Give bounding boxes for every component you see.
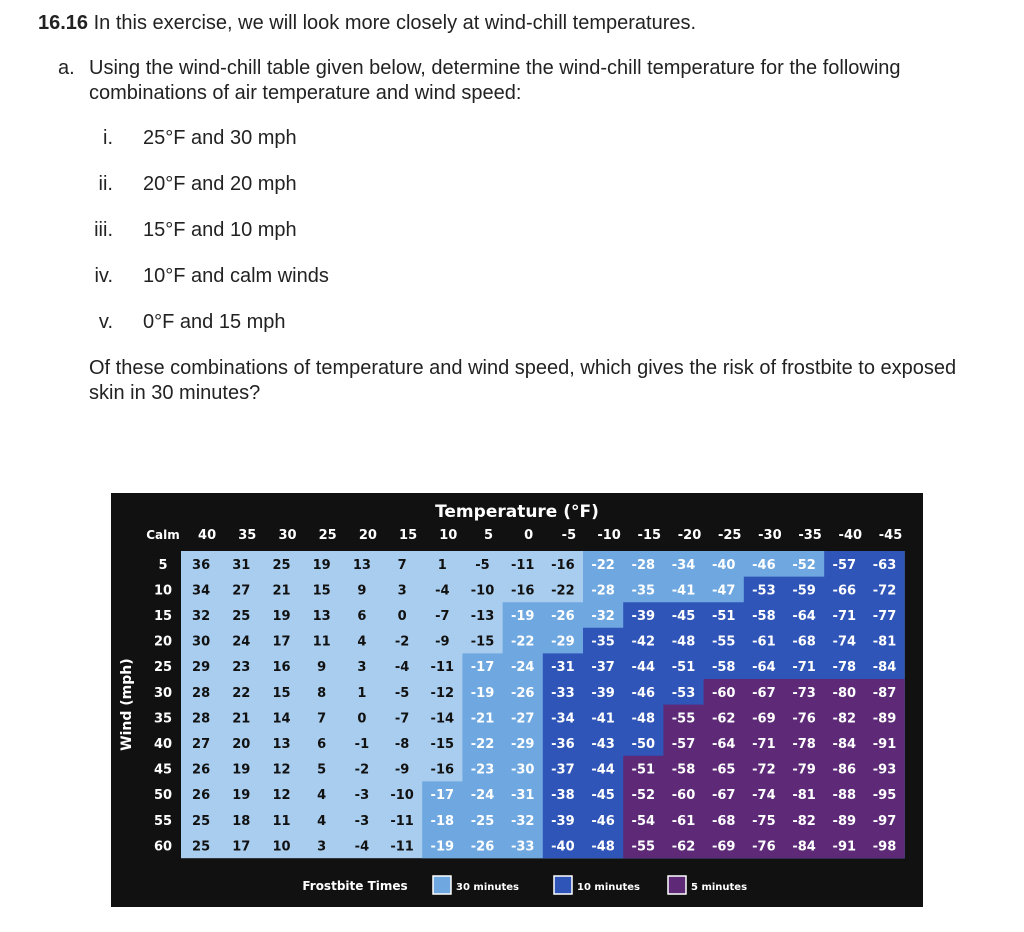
wind-chill-cell: -46 <box>752 557 776 573</box>
wind-chill-cell: -48 <box>591 839 615 855</box>
wind-chill-cell: -50 <box>631 737 656 752</box>
wind-chill-cell: 0 <box>357 711 367 727</box>
wind-chill-cell: -4 <box>394 660 410 676</box>
wind-chill-cell: -45 <box>591 788 615 804</box>
item-number: v. <box>98 311 113 333</box>
temperature-header: 35 <box>238 528 257 543</box>
wind-chill-cell: -64 <box>792 609 816 624</box>
wind-chill-cell: -4 <box>354 839 370 855</box>
temperature-header: -10 <box>597 528 621 543</box>
wind-chill-cell: -46 <box>631 685 656 701</box>
wind-chill-cell: -24 <box>470 788 495 804</box>
legend-swatch <box>433 876 451 894</box>
wind-chill-cell: -46 <box>591 813 615 829</box>
wind-speed-label: 50 <box>153 788 173 804</box>
wind-chill-cell: 23 <box>232 660 251 676</box>
wind-chill-cell: -78 <box>832 660 857 676</box>
wind-chill-cell: -63 <box>872 557 897 573</box>
temperature-header: 30 <box>278 528 297 543</box>
wind-chill-cell: 7 <box>317 711 327 727</box>
wind-chill-cell: 27 <box>232 583 251 599</box>
temperature-header: 10 <box>439 528 458 543</box>
wind-chill-cell: -39 <box>591 685 615 701</box>
wind-chill-cell: 4 <box>317 788 327 804</box>
wind-chill-cell: -51 <box>711 609 736 624</box>
wind-chill-cell: -53 <box>752 583 776 599</box>
part-a-label: a. <box>58 57 75 79</box>
wind-chill-cell: 29 <box>192 660 211 676</box>
wind-chill-cell: -97 <box>872 813 897 829</box>
wind-chill-cell: -64 <box>711 737 736 752</box>
wind-chill-cell: -13 <box>470 609 495 624</box>
wind-chill-cell: -93 <box>872 762 897 778</box>
wind-chill-cell: -84 <box>792 839 816 855</box>
wind-chill-cell: -15 <box>430 737 455 752</box>
wind-chill-cell: -57 <box>832 557 857 573</box>
wind-chill-cell: -58 <box>711 660 736 676</box>
wind-chill-cell: -68 <box>711 813 736 829</box>
wind-chill-cell: 6 <box>357 609 367 624</box>
wind-chill-cell: -9 <box>435 634 450 650</box>
temperature-header: -5 <box>561 528 577 543</box>
wind-chill-cell: -67 <box>711 788 736 804</box>
wind-chill-cell: -60 <box>711 685 736 701</box>
wind-speed-label: 10 <box>153 583 173 599</box>
wind-chill-cell: -32 <box>510 813 535 829</box>
temperature-header: -45 <box>878 528 903 543</box>
wind-chill-cell: -81 <box>792 788 816 804</box>
wind-chill-cell: -19 <box>470 685 495 701</box>
wind-chill-cell: -34 <box>551 711 575 727</box>
wind-chill-cell: -82 <box>792 813 816 829</box>
wind-chill-cell: -11 <box>390 813 414 829</box>
wind-chill-cell: 15 <box>272 685 291 701</box>
calm-label: Calm <box>146 528 180 542</box>
wind-speed-label: 35 <box>153 711 173 727</box>
wind-chill-cell: -45 <box>671 609 696 624</box>
wind-chill-cell: 6 <box>317 737 327 752</box>
wind-chill-cell: -35 <box>591 634 615 650</box>
wind-chill-cell: -17 <box>430 788 455 804</box>
legend-label: 10 minutes <box>577 882 640 893</box>
wind-chill-cell: -69 <box>711 839 736 855</box>
item-number: iii. <box>94 219 113 241</box>
legend-label: 5 minutes <box>691 882 748 893</box>
temperature-header: 25 <box>318 528 337 543</box>
wind-chill-cell: -10 <box>470 583 495 599</box>
wind-chill-cell: -44 <box>631 660 656 676</box>
wind-chill-cell: -95 <box>872 788 897 804</box>
wind-chill-cell: -25 <box>470 813 495 829</box>
wind-speed-label: 15 <box>153 609 173 624</box>
wind-chill-cell: 28 <box>192 711 211 727</box>
wind-chill-cell: 25 <box>272 557 291 573</box>
wind-chill-cell: -33 <box>551 685 575 701</box>
wind-chill-cell: 8 <box>317 685 327 701</box>
wind-chill-cell: -48 <box>671 634 696 650</box>
wind-chill-cell: 3 <box>397 583 407 599</box>
wind-chill-cell: 16 <box>272 660 291 676</box>
wind-chill-cell: 31 <box>232 557 251 573</box>
wind-chill-cell: -52 <box>792 557 816 573</box>
wind-chill-cell: -69 <box>752 711 776 727</box>
wind-chill-cell: -29 <box>510 737 535 752</box>
wind-chill-cell: -37 <box>591 660 615 676</box>
wind-chill-cell: 14 <box>272 711 291 727</box>
wind-chill-cell: -2 <box>354 762 370 778</box>
wind-chill-cell: -55 <box>671 711 696 727</box>
item-number: ii. <box>98 173 113 195</box>
wind-speed-label: 5 <box>158 557 168 573</box>
wind-chill-cell: -5 <box>394 685 410 701</box>
wind-chill-cell: -79 <box>792 762 816 778</box>
wind-chill-cell: -22 <box>591 557 615 573</box>
wind-chill-cell: -66 <box>832 583 857 599</box>
temperature-header: 20 <box>358 528 377 543</box>
wind-chill-cell: -55 <box>631 839 656 855</box>
wind-chill-cell: 1 <box>357 685 367 701</box>
wind-chill-cell: 15 <box>312 583 331 599</box>
wind-chill-cell: -17 <box>470 660 495 676</box>
temperature-header: -30 <box>758 528 782 543</box>
wind-chill-cell: -41 <box>671 583 696 599</box>
wind-chill-cell: 12 <box>272 762 291 778</box>
wind-chill-cell: -44 <box>591 762 615 778</box>
wind-chill-cell: -86 <box>832 762 857 778</box>
wind-chill-cell: -11 <box>390 839 414 855</box>
exercise-number: 16.16 <box>38 12 89 34</box>
wind-chill-cell: -87 <box>872 685 897 701</box>
wind-chill-cell: -74 <box>752 788 776 804</box>
wind-chill-cell: -31 <box>551 660 575 676</box>
wind-chill-cell: -71 <box>752 737 776 752</box>
exercise-heading <box>38 12 696 35</box>
wind-chill-cell: -78 <box>792 737 816 752</box>
wind-chill-cell: 0 <box>397 609 407 624</box>
wind-chill-cell: 26 <box>192 788 211 804</box>
wind-chill-cell: -64 <box>752 660 776 676</box>
temperature-header: -25 <box>717 528 742 543</box>
wind-chill-cell: -89 <box>832 813 857 829</box>
wind-chill-cell: -4 <box>435 583 450 599</box>
part-a-text: Using the wind-chill table given below, determine the wind-chill temperature for the following combinations of air temperature and wind speed: <box>89 57 901 104</box>
item-text: 20°F and 20 mph <box>143 173 297 195</box>
temperature-header: 0 <box>524 528 534 543</box>
wind-chill-cell: 4 <box>317 813 327 829</box>
temperature-header: -20 <box>677 528 702 543</box>
wind-chill-cell: -35 <box>631 583 656 599</box>
wind-chill-cell: 11 <box>312 634 331 650</box>
wind-speed-label: 20 <box>153 634 173 650</box>
wind-chill-cell: -38 <box>551 788 575 804</box>
temperature-header: 40 <box>198 528 217 543</box>
wind-chill-cell: -30 <box>510 762 535 778</box>
legend-swatch <box>554 876 572 894</box>
wind-chill-cell: -88 <box>832 788 857 804</box>
wind-chill-cell: -11 <box>510 557 535 573</box>
wind-chill-cell: -80 <box>832 685 857 701</box>
wind-chill-cell: 21 <box>232 711 251 727</box>
wind-chill-cell: -77 <box>872 609 897 624</box>
wind-axis-label: Wind (mph) <box>119 658 135 751</box>
wind-chill-cell: 25 <box>192 813 211 829</box>
legend-label: 30 minutes <box>456 882 519 893</box>
wind-chill-cell: -29 <box>551 634 575 650</box>
wind-chill-cell: -27 <box>510 711 535 727</box>
legend-title: Frostbite Times <box>302 879 408 893</box>
wind-chill-cell: 3 <box>357 660 367 676</box>
wind-chill-cell: 19 <box>272 609 291 624</box>
wind-chill-cell: 25 <box>232 609 251 624</box>
wind-chill-cell: -43 <box>591 737 615 752</box>
wind-chill-cell: -72 <box>752 762 776 778</box>
wind-chill-cell: -61 <box>752 634 776 650</box>
wind-chill-cell: 12 <box>272 788 291 804</box>
wind-chill-cell: -68 <box>792 634 816 650</box>
wind-speed-label: 25 <box>153 660 173 676</box>
wind-chill-cell: -26 <box>551 609 575 624</box>
wind-chill-cell: 3 <box>317 839 327 855</box>
legend-swatch <box>668 876 686 894</box>
wind-chill-cell: 13 <box>272 737 291 752</box>
wind-chill-cell: -51 <box>631 762 656 778</box>
wind-chill-cell: 24 <box>232 634 251 650</box>
wind-chill-cell: -67 <box>752 685 776 701</box>
wind-chill-cell: -37 <box>551 762 575 778</box>
wind-chill-cell: -11 <box>430 660 455 676</box>
temperature-header: -40 <box>838 528 863 543</box>
wind-chill-cell: 19 <box>312 557 331 573</box>
wind-chill-cell: -16 <box>430 762 455 778</box>
item-number: iv. <box>94 265 113 287</box>
wind-chill-cell: -60 <box>671 788 696 804</box>
wind-chill-cell: 4 <box>357 634 367 650</box>
item-text: 15°F and 10 mph <box>143 219 297 241</box>
wind-chill-cell: -22 <box>510 634 535 650</box>
wind-chill-cell: 5 <box>317 762 327 778</box>
followup-question: Of these combinations of temperature and wind speed, which gives the risk of frostbite to exposed skin in 30 minutes? <box>89 357 957 404</box>
wind-chill-cell: 13 <box>312 609 331 624</box>
wind-chill-cell: -34 <box>671 557 696 573</box>
wind-chill-cell: 32 <box>192 609 211 624</box>
wind-chill-cell: -22 <box>551 583 575 599</box>
wind-chill-cell: -23 <box>470 762 495 778</box>
wind-chill-cell: -89 <box>872 711 897 727</box>
wind-chill-cell: -61 <box>671 813 696 829</box>
wind-speed-label: 55 <box>153 813 173 829</box>
wind-chill-cell: -32 <box>591 609 615 624</box>
wind-chill-cell: -74 <box>832 634 857 650</box>
wind-chill-cell: -72 <box>872 583 897 599</box>
wind-chill-cell: -41 <box>591 711 615 727</box>
wind-chill-cell: -36 <box>551 737 575 752</box>
wind-chill-cell: -84 <box>832 737 857 752</box>
wind-chill-cell: -47 <box>711 583 736 599</box>
wind-chill-cell: -48 <box>631 711 656 727</box>
temperature-header: 5 <box>483 528 494 543</box>
temperature-header: -35 <box>798 528 822 543</box>
wind-chill-cell: -16 <box>510 583 535 599</box>
wind-chill-cell: -55 <box>711 634 736 650</box>
wind-chill-cell: -91 <box>832 839 857 855</box>
wind-chill-cell: 28 <box>192 685 211 701</box>
wind-chill-cell: 11 <box>272 813 291 829</box>
wind-chill-cell: 7 <box>397 557 407 573</box>
wind-chill-cell: -9 <box>394 762 410 778</box>
wind-chill-cell: -3 <box>354 788 370 804</box>
wind-chill-table <box>111 493 923 907</box>
wind-chill-cell: 13 <box>352 557 371 573</box>
item-text: 25°F and 30 mph <box>143 127 297 149</box>
wind-chill-cell: -14 <box>430 711 455 727</box>
wind-chill-cell: -3 <box>354 813 370 829</box>
wind-chill-cell: -84 <box>872 660 897 676</box>
wind-chill-cell: -26 <box>510 685 535 701</box>
table-title: Temperature (°F) <box>435 502 599 522</box>
wind-chill-cell: -7 <box>394 711 410 727</box>
wind-chill-cell: 22 <box>232 685 251 701</box>
wind-chill-cell: -75 <box>752 813 776 829</box>
wind-chill-cell: -33 <box>510 839 535 855</box>
wind-chill-cell: -73 <box>792 685 816 701</box>
wind-chill-cell: 1 <box>437 557 447 573</box>
wind-chill-cell: -19 <box>430 839 455 855</box>
wind-chill-cell: -39 <box>631 609 656 624</box>
wind-chill-cell: -58 <box>671 762 696 778</box>
temperature-header: 15 <box>399 528 418 543</box>
wind-chill-cell: -7 <box>435 609 450 624</box>
wind-chill-cell: 18 <box>232 813 251 829</box>
wind-chill-cell: 25 <box>192 839 211 855</box>
wind-chill-cell: -76 <box>752 839 776 855</box>
wind-chill-cell: -39 <box>551 813 575 829</box>
wind-chill-cell: 30 <box>192 634 211 650</box>
wind-speed-label: 60 <box>153 839 173 855</box>
wind-speed-label: 40 <box>153 737 173 752</box>
item-text: 10°F and calm winds <box>143 265 329 287</box>
wind-chill-cell: -52 <box>631 788 656 804</box>
wind-speed-label: 30 <box>153 685 173 701</box>
wind-chill-cell: -28 <box>631 557 656 573</box>
wind-chill-cell: 36 <box>192 557 211 573</box>
wind-chill-cell: 27 <box>192 737 211 752</box>
wind-chill-cell: -71 <box>832 609 857 624</box>
wind-chill-cell: -8 <box>394 737 410 752</box>
wind-chill-cell: 17 <box>272 634 291 650</box>
wind-chill-cell: -59 <box>792 583 816 599</box>
wind-chill-cell: -24 <box>510 660 535 676</box>
wind-chill-cell: -2 <box>394 634 410 650</box>
wind-chill-cell: -62 <box>671 839 696 855</box>
exercise-intro: In this exercise, we will look more closely at wind-chill temperatures. <box>93 12 697 34</box>
wind-chill-cell: -58 <box>752 609 776 624</box>
wind-chill-cell: 17 <box>232 839 251 855</box>
wind-chill-cell: -71 <box>792 660 816 676</box>
wind-chill-cell: 9 <box>317 660 327 676</box>
wind-chill-cell: -21 <box>470 711 495 727</box>
item-text: 0°F and 15 mph <box>143 311 286 333</box>
wind-chill-cell: -18 <box>430 813 455 829</box>
wind-chill-cell: -40 <box>711 557 736 573</box>
item-number: i. <box>103 127 113 149</box>
wind-chill-cell: -42 <box>631 634 656 650</box>
wind-chill-cell: -15 <box>470 634 495 650</box>
temperature-header: -15 <box>637 528 662 543</box>
wind-chill-cell: 20 <box>232 737 251 752</box>
wind-chill-cell: -12 <box>430 685 455 701</box>
wind-chill-cell: -19 <box>510 609 535 624</box>
wind-chill-cell: -54 <box>631 813 656 829</box>
wind-chill-cell: -16 <box>551 557 575 573</box>
wind-chill-cell: -76 <box>792 711 816 727</box>
wind-chill-cell: 26 <box>192 762 211 778</box>
wind-chill-cell: -81 <box>872 634 897 650</box>
wind-speed-label: 45 <box>153 762 173 778</box>
wind-chill-cell: 19 <box>232 788 251 804</box>
wind-chill-cell: -53 <box>671 685 696 701</box>
wind-chill-cell: -65 <box>711 762 736 778</box>
wind-chill-cell: -26 <box>470 839 495 855</box>
wind-chill-cell: -5 <box>475 557 490 573</box>
wind-chill-cell: -28 <box>591 583 615 599</box>
wind-chill-cell: -22 <box>470 737 495 752</box>
wind-chill-cell: 19 <box>232 762 251 778</box>
wind-chill-cell: -98 <box>872 839 897 855</box>
wind-chill-cell: -57 <box>671 737 696 752</box>
wind-chill-cell: -62 <box>711 711 736 727</box>
wind-chill-cell: -91 <box>872 737 897 752</box>
part-a <box>58 56 1008 106</box>
wind-chill-cell: 10 <box>272 839 291 855</box>
wind-chill-cell: -40 <box>551 839 575 855</box>
wind-chill-cell: 34 <box>192 583 211 599</box>
wind-chill-cell: 21 <box>272 583 291 599</box>
wind-chill-cell: -1 <box>354 737 370 752</box>
wind-chill-cell: -51 <box>671 660 696 676</box>
wind-chill-cell: -10 <box>390 788 414 804</box>
wind-chill-cell: -82 <box>832 711 857 727</box>
wind-chill-cell: -31 <box>510 788 535 804</box>
wind-chill-cell: 9 <box>357 583 367 599</box>
